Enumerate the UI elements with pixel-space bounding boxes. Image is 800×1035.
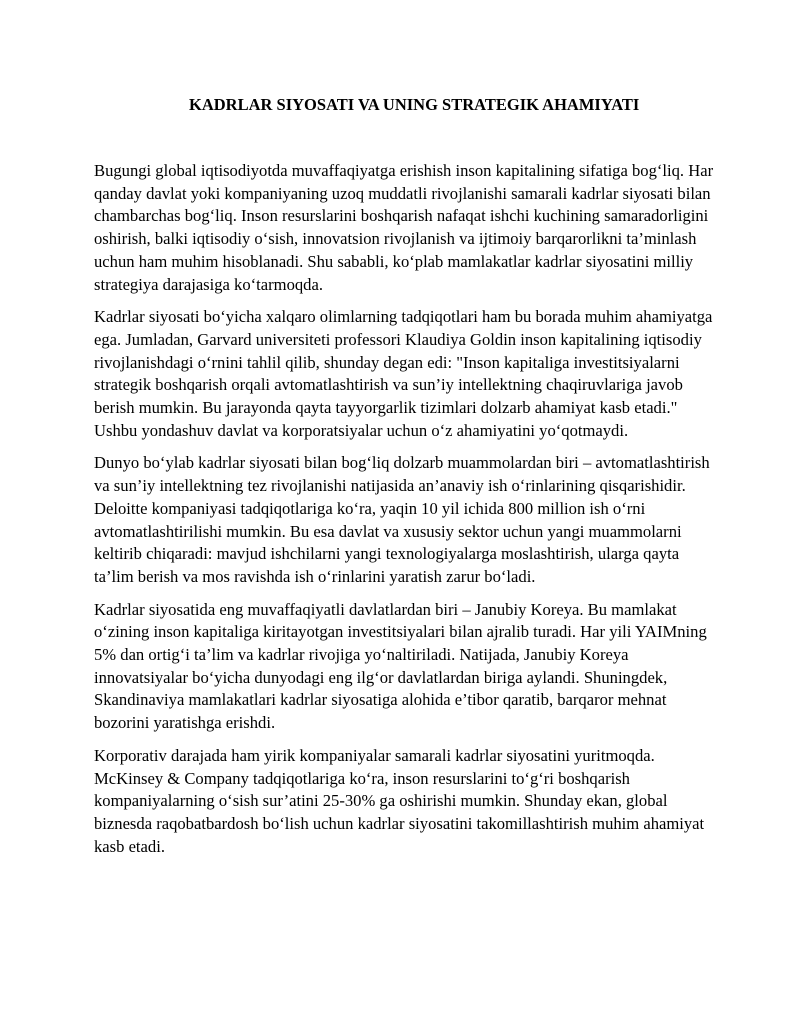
paragraph-1: Bugungi global iqtisodiyotda muvaffaqiyatga erishish inson kapitalining sifatiga bog‘liq. Har qanday davlat yoki kompaniyaning uzoq muddatli rivojlanishi samarali kadrlar siyosati bilan chambarchas bog‘liq. Inson resurslarini boshqarish nafaqat ishchi kuchining samaradorligini oshirish, balki iqtisodiy o‘sish, innovatsion rivojlanish va ijtimoiy barqarorlikni ta’minlash uchun ham muhim hisoblanadi. Shu sababli, ko‘plab mamlakatlar kadrlar siyosatini milliy strategiya darajasiga ko‘tarmoqda.	[94, 161, 714, 294]
paragraph-3: Dunyo bo‘ylab kadrlar siyosati bilan bog‘liq dolzarb muammolardan biri – avtomatlashtirish va sun’iy intellektning tez rivojlanishi natijasida an’anaviy ish o‘rinlarining qisqarishidir. Deloitte kompaniyasi tadqiqotlariga ko‘ra, yaqin 10 yil ichida 800 million ish o‘rni avtomatlashtirilishi mumkin. Bu esa davlat va xususiy sektor uchun yangi muammolarni keltirib chiqaradi: mavjud ishchilarni yangi texnologiyalarga moslashtirish, ularga qayta ta’lim berish va mos ravishda ish o‘rinlarini yaratish zarur bo‘ladi.	[94, 453, 710, 586]
document-title: KADRLAR SIYOSATI VA UNING STRATEGIK AHAMIYATI	[189, 95, 640, 114]
paragraph-2: Kadrlar siyosati bo‘yicha xalqaro olimlarning tadqiqotlari ham bu borada muhim ahamiyatga ega. Jumladan, Garvard universiteti professori Klaudiya Goldin inson kapitalining iqtisodiy rivojlanishdagi o‘rnini tahlil qilib, shunday degan edi: "Inson kapitaliga investitsiyalarni strategik boshqarish orqali avtomatlashtirish va sun’iy intellektning chaqiruvlariga javob berish mumkin. Bu jarayonda qayta tayyorgarlik tizimlari dolzarb ahamiyat kasb etadi." Ushbu yondashuv davlat va korporatsiyalar uchun o‘z ahamiyatini yo‘qotmaydi.	[94, 307, 713, 440]
document-body	[94, 160, 714, 868]
paragraph-5: Korporativ darajada ham yirik kompaniyalar samarali kadrlar siyosatini yuritmoqda. McKinsey & Company tadqiqotlariga ko‘ra, inson resurslarini to‘g‘ri boshqarish kompaniyalarning o‘sish sur’atini 25-30% ga oshirishi mumkin. Shunday ekan, global biznesda raqobatbardosh bo‘lish uchun kadrlar siyosatini takomillashtirish muhim ahamiyat kasb etadi.	[94, 745, 705, 856]
paragraph-4: Kadrlar siyosatida eng muvaffaqiyatli davlatlardan biri – Janubiy Koreya. Bu mamlakat o‘zining inson kapitaliga kiritayotgan investitsiyalari bilan ajralib turadi. Har yili YAIMning 5% dan ortig‘i ta’lim va kadrlar rivojiga yo‘naltiriladi. Natijada, Janubiy Koreya innovatsiyalar bo‘yicha dunyodagi eng ilg‘or davlatlardan biriga aylandi. Shuningdek, Skandinaviya mamlakatlari kadrlar siyosatiga alohida e’tibor qaratib, barqaror mehnat bozorini yaratishga erishdi.	[94, 599, 707, 733]
